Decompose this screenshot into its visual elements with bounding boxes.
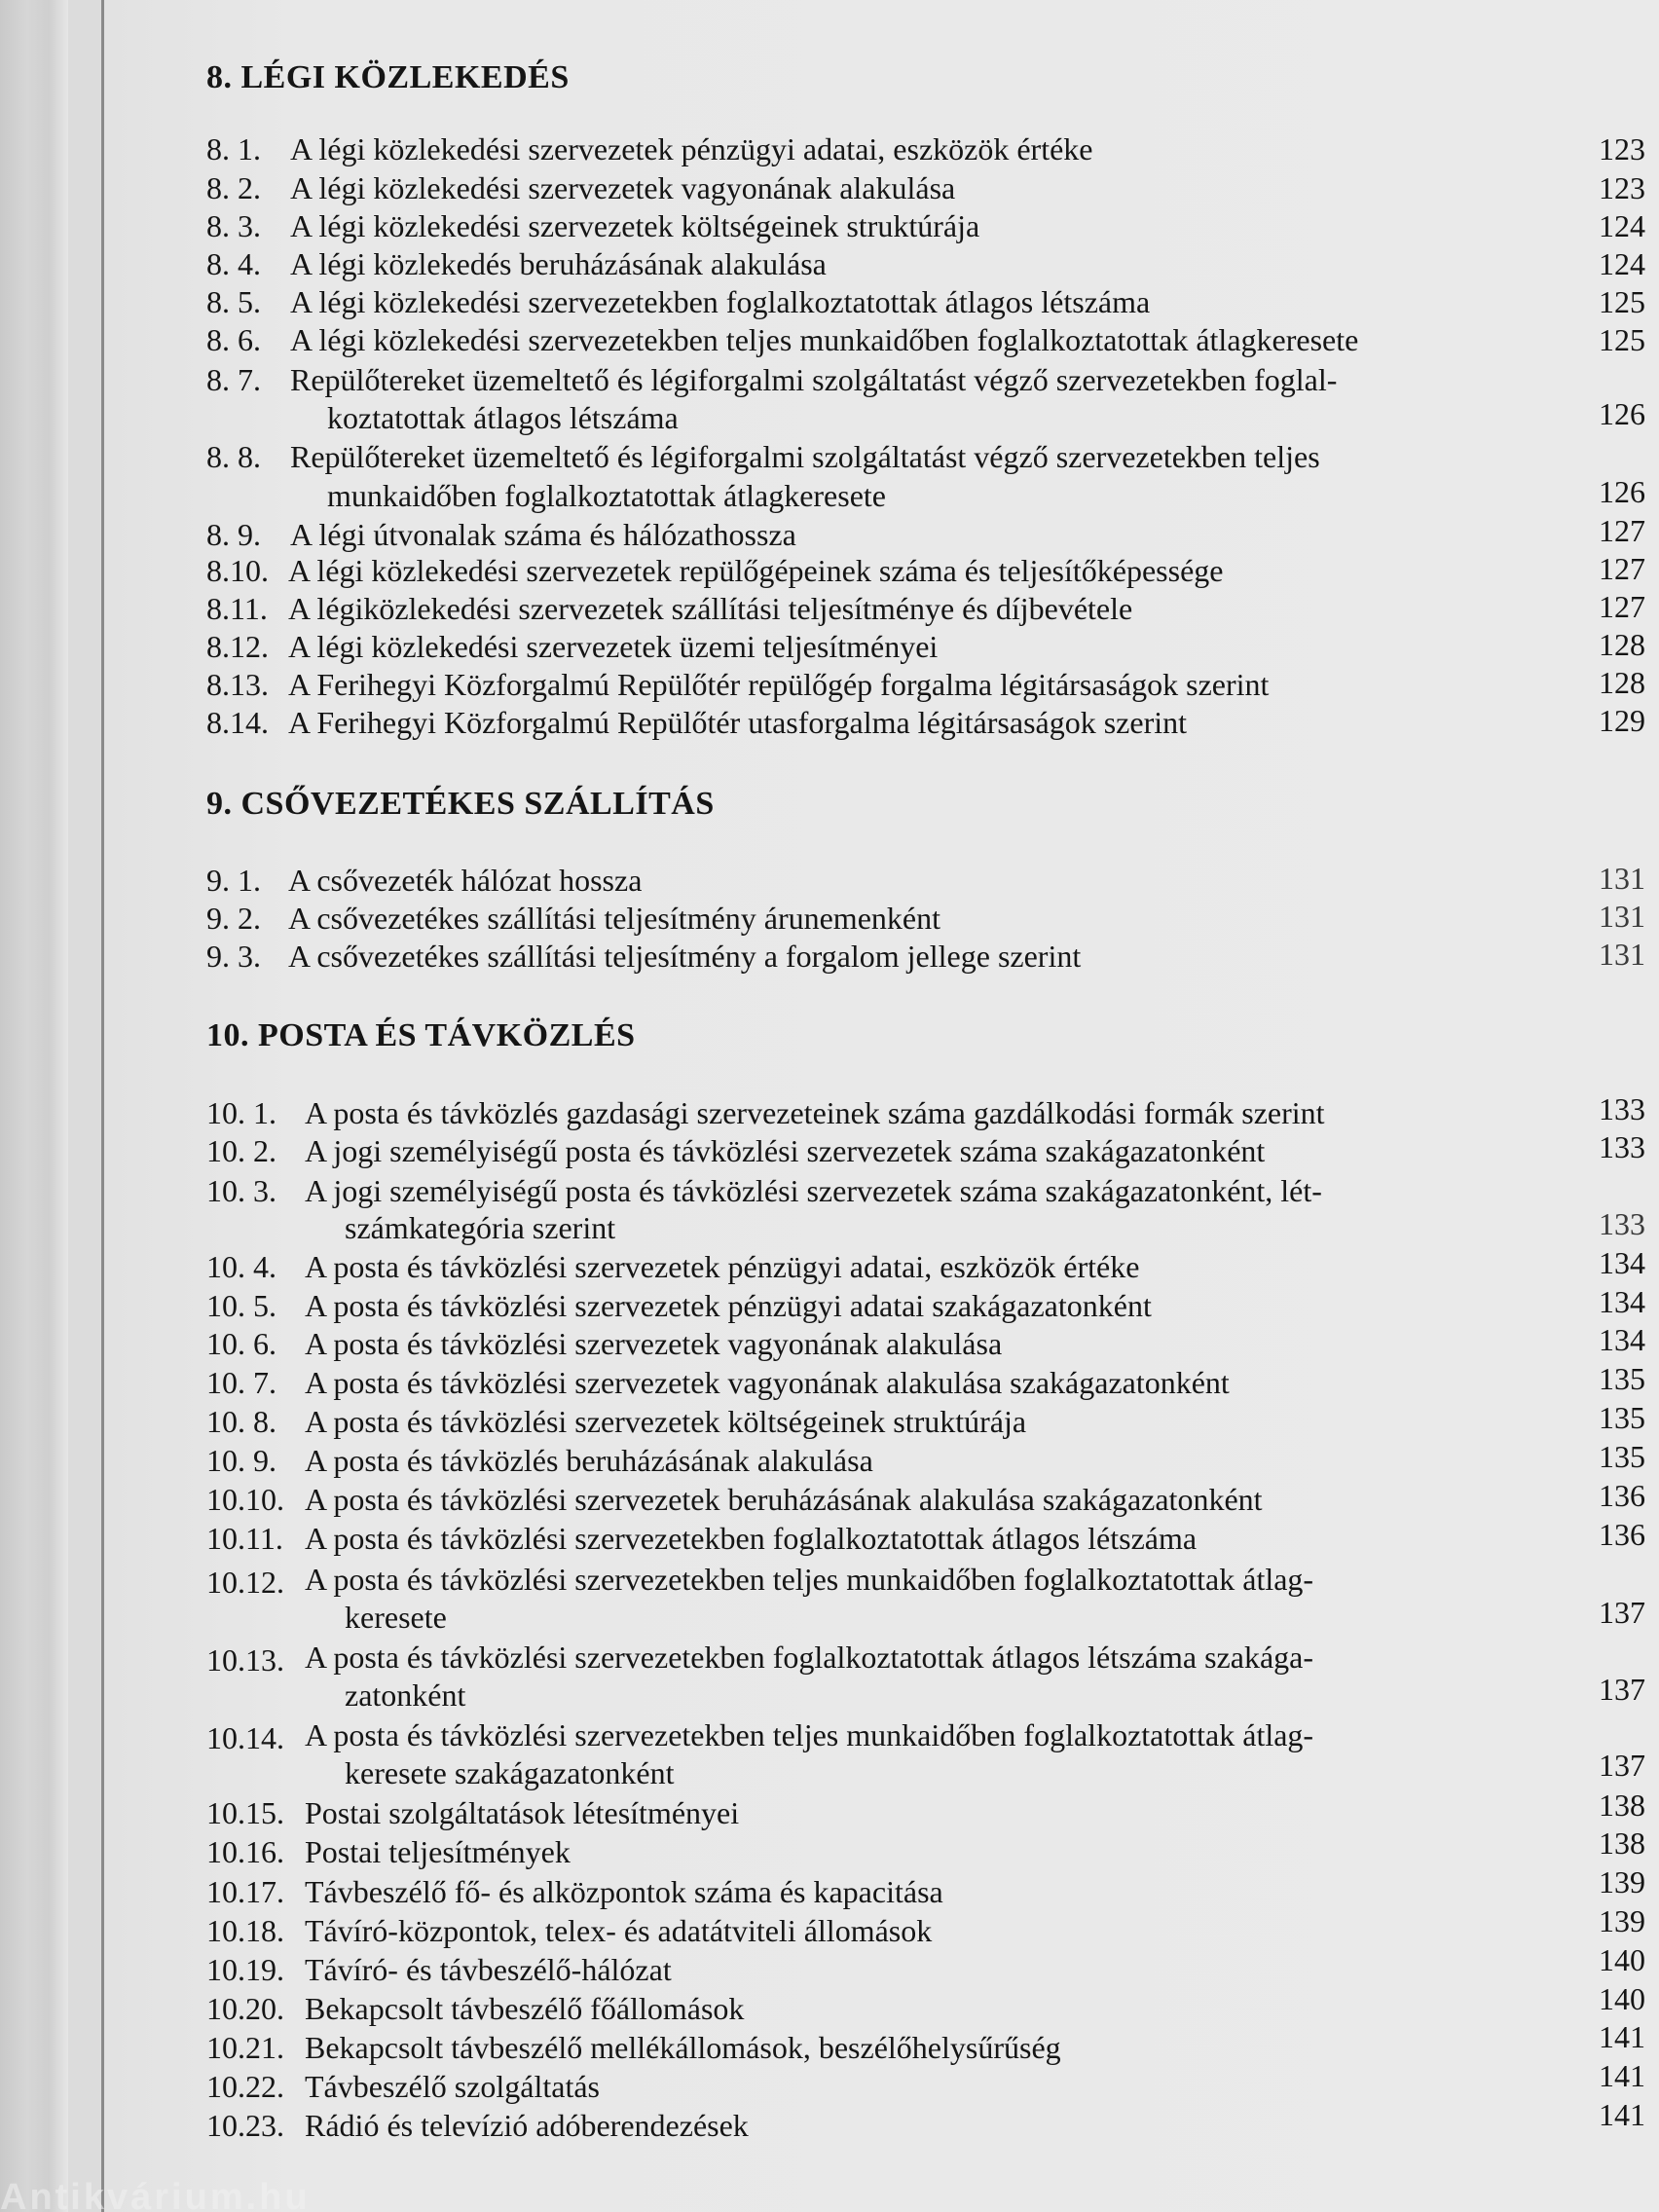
toc-entry-title: A jogi személyiségű posta és távközlési szervezetek száma szakágazatonként, lét- bbox=[305, 1173, 1322, 1208]
toc-entry-number: 10.10. bbox=[206, 1482, 284, 1517]
toc-entry-page: 136 bbox=[1599, 1517, 1645, 1552]
toc-entry-title: A légi közlekedési szervezetekben teljes munkaidőben foglalkoztatottak átlagkeresete bbox=[290, 322, 1359, 357]
toc-entry-number: 10. 4. bbox=[206, 1249, 276, 1284]
toc-entry-number: 10.21. bbox=[206, 2030, 284, 2065]
toc-entry-number: 10.22. bbox=[206, 2069, 284, 2104]
toc-entry-page: 139 bbox=[1599, 1864, 1645, 1899]
toc-entry-page: 126 bbox=[1599, 474, 1645, 509]
toc-entry-number: 8. 6. bbox=[206, 322, 261, 357]
toc-entry-title: A posta és távközlési szervezetekben foglalkoztatottak átlagos létszáma szakága- bbox=[305, 1640, 1314, 1675]
toc-entry-title: A posta és távközlési szervezetekben teljes munkaidőben foglalkoztatottak átlag- bbox=[305, 1562, 1314, 1597]
toc-entry-title: A csővezetékes szállítási teljesítmény a forgalom jellege szerint bbox=[288, 939, 1082, 974]
toc-entry-number: 10. 7. bbox=[206, 1365, 276, 1400]
toc-entry-page: 135 bbox=[1599, 1439, 1645, 1474]
toc-entry-title: A légi közlekedési szervezetek költségeinek struktúrája bbox=[290, 208, 980, 243]
toc-entry-page: 139 bbox=[1599, 1903, 1645, 1938]
toc-entry-page: 140 bbox=[1599, 1942, 1645, 1977]
toc-entry-title: A légi közlekedési szervezetek repülőgépeinek száma és teljesítőképessége bbox=[288, 553, 1224, 588]
toc-entry-title: A posta és távközlés gazdasági szervezeteinek száma gazdálkodási formák szerint bbox=[305, 1095, 1325, 1130]
toc-entry-title: A légi közlekedési szervezetek üzemi teljesítményei bbox=[288, 629, 939, 664]
toc-entry-number: 10.11. bbox=[206, 1521, 283, 1556]
toc-entry-number: 8.10. bbox=[206, 553, 269, 588]
toc-entry-number: 10.23. bbox=[206, 2108, 284, 2143]
toc-entry-number: 8. 1. bbox=[206, 131, 261, 166]
toc-entry-number: 8. 5. bbox=[206, 284, 261, 319]
toc-entry-page: 129 bbox=[1599, 703, 1645, 738]
toc-entry-title: A posta és távközlési szervezetek vagyonának alakulása szakágazatonként bbox=[305, 1365, 1230, 1400]
toc-entry-number: 9. 2. bbox=[206, 901, 261, 936]
toc-entry-page: 131 bbox=[1599, 899, 1645, 934]
toc-entry-title: A légi közlekedési szervezetekben foglalkoztatottak átlagos létszáma bbox=[290, 284, 1151, 319]
section-title-10: 10. POSTA ÉS TÁVKÖZLÉS bbox=[206, 1017, 636, 1053]
book-spine bbox=[0, 0, 68, 2212]
toc-entry-title: A posta és távközlési szervezetek pénzügyi adatai szakágazatonként bbox=[305, 1288, 1152, 1323]
toc-entry-title: A csővezetékes szállítási teljesítmény árunemenként bbox=[288, 901, 940, 936]
toc-entry-title: A posta és távközlés beruházásának alakulása bbox=[305, 1443, 873, 1478]
toc-entry-page: 131 bbox=[1599, 937, 1645, 972]
toc-entry-title: A jogi személyiségű posta és távközlési szervezetek száma szakágazatonként bbox=[305, 1133, 1266, 1168]
toc-entry-title: Postai teljesítmények bbox=[305, 1834, 571, 1869]
toc-entry-number: 10. 3. bbox=[206, 1173, 276, 1208]
toc-entry-number: 8. 7. bbox=[206, 362, 261, 397]
toc-entry-number: 8.11. bbox=[206, 591, 268, 626]
toc-entry-page: 136 bbox=[1599, 1478, 1645, 1513]
toc-entry-title-continuation: zatonként bbox=[345, 1677, 466, 1713]
toc-entry-page: 127 bbox=[1599, 589, 1645, 624]
toc-entry-page: 134 bbox=[1599, 1322, 1645, 1357]
toc-entry-title: A csővezeték hálózat hossza bbox=[288, 863, 643, 898]
toc-entry-number: 10.15. bbox=[206, 1795, 284, 1830]
toc-entry-page: 123 bbox=[1599, 170, 1645, 205]
toc-entry-page: 128 bbox=[1599, 665, 1645, 700]
toc-entry-number: 10.19. bbox=[206, 1952, 284, 1987]
toc-entry-page: 138 bbox=[1599, 1788, 1645, 1823]
toc-entry-page: 125 bbox=[1599, 322, 1645, 357]
toc-entry-title: A posta és távközlési szervezetekben teljes munkaidőben foglalkoztatottak átlag- bbox=[305, 1717, 1314, 1752]
toc-entry-page: 127 bbox=[1599, 551, 1645, 586]
toc-entry-title: Távíró-központok, telex- és adatátviteli állomások bbox=[305, 1913, 933, 1948]
toc-entry-number: 10. 8. bbox=[206, 1404, 276, 1439]
toc-entry-title: A légi útvonalak száma és hálózathossza bbox=[290, 517, 796, 552]
toc-entry-page: 123 bbox=[1599, 131, 1645, 166]
watermark: Antikvárium.hu bbox=[0, 2177, 311, 2212]
toc-entry-title-continuation: koztatottak átlagos létszáma bbox=[327, 400, 679, 435]
toc-entry-title: Repülőtereket üzemeltető és légiforgalmi szolgáltatást végző szervezetekben foglal- bbox=[290, 362, 1338, 397]
toc-entry-page: 137 bbox=[1599, 1595, 1645, 1630]
toc-entry-number: 10.16. bbox=[206, 1834, 284, 1869]
toc-entry-title-continuation: keresete szakágazatonként bbox=[345, 1755, 675, 1790]
toc-entry-page: 124 bbox=[1599, 246, 1645, 281]
toc-entry-page: 141 bbox=[1599, 2058, 1645, 2093]
toc-entry-title: Távbeszélő fő- és alközpontok száma és kapacitása bbox=[305, 1874, 943, 1909]
toc-entry-title: A Ferihegyi Közforgalmú Repülőtér utasforgalma légitársaságok szerint bbox=[288, 705, 1188, 740]
toc-entry-title: A Ferihegyi Közforgalmú Repülőtér repülőgép forgalma légitársaságok szerint bbox=[288, 667, 1270, 702]
toc-entry-title: A posta és távközlési szervezetek pénzügyi adatai, eszközök értéke bbox=[305, 1249, 1140, 1284]
toc-entry-page: 126 bbox=[1599, 396, 1645, 431]
toc-entry-title: A posta és távközlési szervezetek vagyonának alakulása bbox=[305, 1326, 1003, 1361]
toc-entry-title: Távbeszélő szolgáltatás bbox=[305, 2069, 600, 2104]
toc-entry-title: Bekapcsolt távbeszélő mellékállomások, beszélőhelysűrűség bbox=[305, 2030, 1061, 2065]
toc-entry-number: 8.12. bbox=[206, 629, 269, 664]
toc-entry-title: A posta és távközlési szervezetek beruházásának alakulása szakágazatonként bbox=[305, 1482, 1263, 1517]
section-title-9: 9. CSŐVEZETÉKES SZÁLLÍTÁS bbox=[206, 786, 715, 822]
toc-entry-number: 10. 2. bbox=[206, 1133, 276, 1168]
toc-entry-number: 10.13. bbox=[206, 1642, 284, 1677]
toc-entry-number: 8.14. bbox=[206, 705, 269, 740]
toc-entry-page: 141 bbox=[1599, 2097, 1645, 2132]
section-title-8: 8. LÉGI KÖZLEKEDÉS bbox=[206, 59, 570, 95]
toc-entry-title: Távíró- és távbeszélő-hálózat bbox=[305, 1952, 672, 1987]
toc-entry-number: 10.12. bbox=[206, 1565, 284, 1600]
toc-entry-number: 8. 2. bbox=[206, 170, 261, 205]
toc-entry-page: 133 bbox=[1599, 1129, 1645, 1164]
toc-entry-number: 8. 3. bbox=[206, 208, 261, 243]
toc-entry-number: 8. 8. bbox=[206, 439, 261, 474]
toc-entry-title: Repülőtereket üzemeltető és légiforgalmi szolgáltatást végző szervezetekben teljes bbox=[290, 439, 1320, 474]
toc-entry-number: 10.20. bbox=[206, 1991, 284, 2026]
toc-entry-number: 9. 1. bbox=[206, 863, 261, 898]
page-gutter-line bbox=[101, 0, 104, 2212]
toc-entry-number: 10.18. bbox=[206, 1913, 284, 1948]
toc-entry-title-continuation: számkategória szerint bbox=[345, 1210, 616, 1245]
toc-entry-number: 10. 5. bbox=[206, 1288, 276, 1323]
toc-entry-title: A légi közlekedés beruházásának alakulása bbox=[290, 246, 827, 281]
toc-entry-title: A posta és távközlési szervezetek költségeinek struktúrája bbox=[305, 1404, 1027, 1439]
toc-entry-page: 133 bbox=[1599, 1206, 1645, 1241]
toc-entry-page: 134 bbox=[1599, 1284, 1645, 1319]
toc-entry-title-continuation: munkaidőben foglalkoztatottak átlagkeresete bbox=[327, 478, 886, 513]
toc-entry-page: 135 bbox=[1599, 1361, 1645, 1396]
toc-entry-title: A posta és távközlési szervezetekben foglalkoztatottak átlagos létszáma bbox=[305, 1521, 1198, 1556]
toc-entry-page: 134 bbox=[1599, 1245, 1645, 1280]
toc-entry-number: 8. 4. bbox=[206, 246, 261, 281]
toc-entry-page: 125 bbox=[1599, 284, 1645, 319]
toc-entry-title: Bekapcsolt távbeszélő főállomások bbox=[305, 1991, 745, 2026]
toc-entry-title-continuation: keresete bbox=[345, 1600, 447, 1635]
toc-entry-page: 135 bbox=[1599, 1400, 1645, 1435]
toc-entry-page: 124 bbox=[1599, 208, 1645, 243]
toc-entry-number: 9. 3. bbox=[206, 939, 261, 974]
toc-entry-number: 10.14. bbox=[206, 1720, 284, 1755]
toc-entry-title: A légi közlekedési szervezetek vagyonának alakulása bbox=[290, 170, 956, 205]
toc-entry-title: A légi közlekedési szervezetek pénzügyi adatai, eszközök értéke bbox=[290, 131, 1093, 166]
toc-entry-number: 8. 9. bbox=[206, 517, 261, 552]
toc-entry-page: 138 bbox=[1599, 1825, 1645, 1861]
toc-entry-page: 137 bbox=[1599, 1672, 1645, 1707]
toc-entry-page: 127 bbox=[1599, 513, 1645, 548]
toc-entry-number: 8.13. bbox=[206, 667, 269, 702]
toc-entry-page: 133 bbox=[1599, 1091, 1645, 1126]
toc-entry-title: Postai szolgáltatások létesítményei bbox=[305, 1795, 740, 1830]
toc-entry-page: 137 bbox=[1599, 1748, 1645, 1783]
toc-entry-page: 141 bbox=[1599, 2019, 1645, 2054]
toc-entry-page: 128 bbox=[1599, 627, 1645, 662]
toc-entry-title: A légiközlekedési szervezetek szállítási teljesítménye és díjbevétele bbox=[288, 591, 1133, 626]
toc-entry-number: 10. 1. bbox=[206, 1095, 276, 1130]
toc-entry-number: 10.17. bbox=[206, 1874, 284, 1909]
toc-entry-page: 131 bbox=[1599, 861, 1645, 896]
toc-entry-title: Rádió és televízió adóberendezések bbox=[305, 2108, 749, 2143]
toc-entry-page: 140 bbox=[1599, 1981, 1645, 2016]
toc-entry-number: 10. 9. bbox=[206, 1443, 276, 1478]
toc-entry-number: 10. 6. bbox=[206, 1326, 276, 1361]
